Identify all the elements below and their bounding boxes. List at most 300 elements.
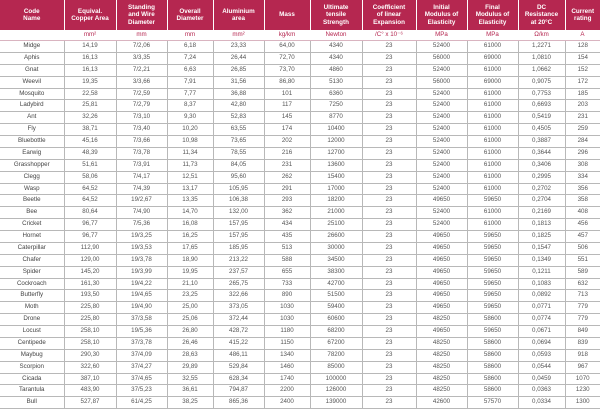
table-cell: 52400 [416,112,467,124]
table-cell: 28,63 [167,349,213,361]
table-cell: 61000 [467,64,518,76]
table-cell: 23 [362,195,416,207]
table-cell: 58600 [467,314,518,326]
table-cell: 7/3,78 [116,147,167,159]
table-row [0,147,600,159]
table-cell: 259 [565,124,600,136]
table-cell: 23 [362,290,416,302]
table-cell: 7/4,17 [116,171,167,183]
table-cell: 63,55 [213,124,264,136]
table-cell: 26,85 [213,64,264,76]
table-cell: 67200 [310,337,362,349]
table-cell: 19/5,36 [116,326,167,338]
table-cell: 506 [565,242,600,254]
table-cell: 16,25 [167,231,213,243]
column-header: Overall Diameter [167,0,213,30]
table-cell: 23 [362,159,416,171]
unit-cell: A [565,30,600,41]
code-name-cell: Butterfly [0,290,64,302]
table-cell: 58600 [467,385,518,397]
table-cell: 334 [565,171,600,183]
table-row [0,231,600,243]
code-name-cell: Fly [0,124,64,136]
table-cell: 59650 [467,302,518,314]
column-header: Ultimate tensile Strength [310,0,362,30]
code-name-cell: Spider [0,266,64,278]
table-cell: 10400 [310,124,362,136]
table-cell: 0,7753 [518,88,565,100]
table-cell: 19,35 [64,76,116,88]
table-cell: 23 [362,100,416,112]
table-row [0,290,600,302]
table-cell: 56000 [416,76,467,88]
table-cell: 37/5,23 [116,385,167,397]
table-cell: 32,55 [167,373,213,385]
table-cell: 26,80 [167,326,213,338]
unit-cell: /C° x 10⁻⁶ [362,30,416,41]
table-cell: 0,1825 [518,231,565,243]
table-cell: 22,58 [64,88,116,100]
table-cell: 52400 [416,219,467,231]
table-cell: 84,05 [213,159,264,171]
table-cell: 36,61 [167,385,213,397]
table-cell: 37/3,58 [116,314,167,326]
table-row [0,397,600,409]
table-cell: 0,6693 [518,100,565,112]
table-cell: 4340 [310,52,362,64]
table-cell: 80,64 [64,207,116,219]
table-row [0,52,600,64]
table-cell: 23 [362,183,416,195]
table-cell: 58,06 [64,171,116,183]
table-cell: 7/2,21 [116,64,167,76]
table-cell: 25,06 [167,314,213,326]
table-cell: 193,50 [64,290,116,302]
table-cell: 49650 [416,326,467,338]
unit-cell: mm [116,30,167,41]
table-row [0,254,600,266]
table-cell: 434 [264,219,310,231]
table-cell: 7/2,79 [116,100,167,112]
table-cell: 628,34 [213,373,264,385]
table-cell: 64,52 [64,183,116,195]
table-cell: 0,0671 [518,326,565,338]
code-name-cell: Gnat [0,64,64,76]
table-cell: 0,4505 [518,124,565,136]
table-cell: 52400 [416,136,467,148]
table-cell: 0,0892 [518,290,565,302]
table-cell: 59400 [310,302,362,314]
table-cell: 73,70 [264,64,310,76]
table-cell: 415,22 [213,337,264,349]
table-cell: 655 [264,266,310,278]
table-cell: 23 [362,112,416,124]
table-cell: 68200 [310,326,362,338]
table-cell: 308 [565,159,600,171]
table-row [0,183,600,195]
table-cell: 373,05 [213,302,264,314]
table-cell: 38,71 [64,124,116,136]
code-name-cell: Cricket [0,219,64,231]
table-cell: 23 [362,231,416,243]
table-cell: 52400 [416,207,467,219]
code-name-cell: Bluebottle [0,136,64,148]
column-header: DC Resistance at 20°C [518,0,565,30]
table-cell: 23 [362,302,416,314]
table-cell: 58600 [467,373,518,385]
unit-cell: mm² [213,30,264,41]
table-cell: 128 [565,41,600,53]
column-header: Aluminium area [213,0,264,30]
table-cell: 49650 [416,278,467,290]
table-cell: 48,39 [64,147,116,159]
code-name-cell: Grasshopper [0,159,64,171]
table-cell: 185 [565,88,600,100]
table-cell: 358 [565,195,600,207]
column-header: Coefficient of linear Expansion [362,0,416,30]
table-cell: 19/3,53 [116,242,167,254]
table-cell: 794,87 [213,385,264,397]
table-cell: 779 [565,302,600,314]
table-row [0,349,600,361]
table-cell: 64,00 [264,41,310,53]
table-cell: 2200 [264,385,310,397]
table-cell: 202 [264,136,310,148]
table-cell: 1300 [565,397,600,409]
table-cell: 14,70 [167,207,213,219]
unit-cell: mm [167,30,213,41]
table-cell: 296 [565,147,600,159]
table-cell: 61/4,25 [116,397,167,409]
table-cell: 9,30 [167,112,213,124]
table-cell: 48250 [416,349,467,361]
table-cell: 7/3,10 [116,112,167,124]
table-cell: 231 [565,112,600,124]
table-cell: 51,61 [64,159,116,171]
table-cell: 23 [362,278,416,290]
table-cell: 25,81 [64,100,116,112]
table-header [0,0,600,30]
table-cell: 19,95 [167,266,213,278]
table-cell: 52400 [416,88,467,100]
table-row [0,314,600,326]
table-cell: 174 [264,124,310,136]
table-cell: 139000 [310,397,362,409]
table-cell: 106,38 [213,195,264,207]
code-name-cell: Ladybird [0,100,64,112]
table-cell: 37/3,78 [116,337,167,349]
table-row [0,242,600,254]
table-cell: 0,3887 [518,136,565,148]
table-cell: 408 [565,207,600,219]
table-cell: 96,77 [64,231,116,243]
table-cell: 132,00 [213,207,264,219]
table-cell: 225,80 [64,314,116,326]
table-cell: 59650 [467,326,518,338]
table-cell: 12,51 [167,171,213,183]
table-cell: 145 [264,112,310,124]
table-cell: 0,2169 [518,207,565,219]
table-row [0,385,600,397]
code-name-cell: Beetle [0,195,64,207]
table-cell: 59650 [467,231,518,243]
code-name-cell: Caterpillar [0,242,64,254]
table-cell: 21,10 [167,278,213,290]
table-cell: 3/3,66 [116,76,167,88]
table-cell: 1,2271 [518,41,565,53]
table-cell: 26600 [310,231,362,243]
table-cell: 42,80 [213,100,264,112]
table-cell: 23 [362,337,416,349]
table-cell: 58600 [467,349,518,361]
table-cell: 61000 [467,88,518,100]
table-cell: 172 [565,76,600,88]
table-cell: 57570 [467,397,518,409]
column-header: Standing and Wire Diameter [116,0,167,30]
table-cell: 32,26 [64,112,116,124]
table-cell: 19/2,67 [116,195,167,207]
table-cell: 58600 [467,361,518,373]
table-cell: 258,10 [64,337,116,349]
table-cell: 61000 [467,207,518,219]
table-cell: 23 [362,136,416,148]
table-cell: 21000 [310,207,362,219]
table-cell: 8770 [310,112,362,124]
table-cell: 18,90 [167,254,213,266]
table-cell: 0,1083 [518,278,565,290]
table-cell: 23 [362,52,416,64]
table-cell: 49650 [416,290,467,302]
table-cell: 56000 [416,52,467,64]
table-row [0,41,600,53]
unit-cell: MPa [416,30,467,41]
table-cell: 23 [362,266,416,278]
table-cell: 362 [264,207,310,219]
table-cell: 52400 [416,124,467,136]
table-cell: 10,98 [167,136,213,148]
table-cell: 19/3,99 [116,266,167,278]
table-cell: 322,66 [213,290,264,302]
table-cell: 117 [264,100,310,112]
table-cell: 231 [264,159,310,171]
table-cell: 58600 [467,337,518,349]
table-cell: 23 [362,361,416,373]
table-cell: 72,70 [264,52,310,64]
table-cell: 64,52 [64,195,116,207]
code-name-cell: Moth [0,302,64,314]
table-row [0,159,600,171]
table-cell: 435 [264,231,310,243]
table-cell: 428,72 [213,326,264,338]
table-cell: 61000 [467,219,518,231]
unit-cell: mm² [64,30,116,41]
table-cell: 1740 [264,373,310,385]
table-cell: 216 [264,147,310,159]
table-cell: 2400 [264,397,310,409]
table-cell: 157,95 [213,231,264,243]
table-row [0,195,600,207]
table-cell: 49650 [416,195,467,207]
units-row [0,30,600,41]
code-name-cell: Midge [0,41,64,53]
table-cell: 59650 [467,278,518,290]
table-cell: 161,30 [64,278,116,290]
table-cell: 61000 [467,100,518,112]
code-name-cell: Maybug [0,349,64,361]
table-cell: 23,33 [213,41,264,53]
table-cell: 23 [362,373,416,385]
column-header: Mass [264,0,310,30]
table-cell: 293 [264,195,310,207]
table-cell: 0,3644 [518,147,565,159]
table-cell: 356 [565,183,600,195]
table-cell: 19/3,78 [116,254,167,266]
table-cell: 18200 [310,195,362,207]
unit-cell: MPa [467,30,518,41]
table-cell: 14,19 [64,41,116,53]
table-cell: 157,95 [213,219,264,231]
table-cell: 154 [565,52,600,64]
table-cell: 7/3,91 [116,159,167,171]
table-cell: 36,88 [213,88,264,100]
table-cell: 37/4,27 [116,361,167,373]
unit-cell: Ω/km [518,30,565,41]
table-cell: 513 [264,242,310,254]
table-cell: 15400 [310,171,362,183]
code-name-cell: Mosquito [0,88,64,100]
table-cell: 152 [565,64,600,76]
table-cell: 8,37 [167,100,213,112]
table-cell: 26,46 [167,337,213,349]
table-cell: 713 [565,290,600,302]
table-cell: 7/3,66 [116,136,167,148]
table-cell: 61000 [467,124,518,136]
table-cell: 10,20 [167,124,213,136]
table-cell: 37/4,65 [116,373,167,385]
table-cell: 203 [565,100,600,112]
code-name-cell: Weevil [0,76,64,88]
table-cell: 23 [362,397,416,409]
column-header: Code Name [0,0,64,30]
table-cell: 237,57 [213,266,264,278]
table-cell: 6,63 [167,64,213,76]
table-cell: 13,35 [167,195,213,207]
table-cell: 23,25 [167,290,213,302]
table-cell: 48250 [416,337,467,349]
table-cell: 7,91 [167,76,213,88]
code-name-cell: Scorpion [0,361,64,373]
table-cell: 0,5419 [518,112,565,124]
table-cell: 5130 [310,76,362,88]
table-cell: 11,73 [167,159,213,171]
table-cell: 112,90 [64,242,116,254]
table-cell: 291 [264,183,310,195]
table-cell: 52,83 [213,112,264,124]
table-cell: 1,0810 [518,52,565,64]
table-cell: 529,84 [213,361,264,373]
table-cell: 38,25 [167,397,213,409]
table-cell: 48250 [416,361,467,373]
table-cell: 26,44 [213,52,264,64]
table-cell: 16,13 [64,64,116,76]
table-row [0,112,600,124]
table-cell: 17000 [310,183,362,195]
table-row [0,337,600,349]
code-name-cell: Hornet [0,231,64,243]
table-cell: 23 [362,41,416,53]
code-name-cell: Centipede [0,337,64,349]
table-cell: 23 [362,76,416,88]
table-cell: 284 [565,136,600,148]
table-cell: 52400 [416,100,467,112]
code-name-cell: Tarantula [0,385,64,397]
table-cell: 0,1349 [518,254,565,266]
table-cell: 23 [362,171,416,183]
table-cell: 48250 [416,385,467,397]
table-row [0,278,600,290]
table-cell: 49650 [416,231,467,243]
table-cell: 16,08 [167,219,213,231]
table-cell: 11,34 [167,147,213,159]
table-cell: 34500 [310,254,362,266]
table-cell: 290,30 [64,349,116,361]
table-cell: 0,0459 [518,373,565,385]
table-cell: 49650 [416,302,467,314]
table-row [0,64,600,76]
table-cell: 7/2,59 [116,88,167,100]
table-cell: 38300 [310,266,362,278]
table-cell: 23 [362,124,416,136]
table-row [0,171,600,183]
table-cell: 59650 [467,242,518,254]
table-row [0,88,600,100]
table-cell: 225,80 [64,302,116,314]
table-cell: 25100 [310,219,362,231]
code-name-cell: Wasp [0,183,64,195]
table-row [0,302,600,314]
table-cell: 30000 [310,242,362,254]
header-row [0,0,600,30]
unit-cell: Newton [310,30,362,41]
table-cell: 23 [362,254,416,266]
code-name-cell: Earwig [0,147,64,159]
table-row [0,76,600,88]
table-cell: 78200 [310,349,362,361]
table-cell: 1180 [264,326,310,338]
table-cell: 69000 [467,76,518,88]
table-cell: 23 [362,385,416,397]
table-cell: 52400 [416,159,467,171]
table-cell: 23 [362,349,416,361]
table-cell: 849 [565,326,600,338]
table-cell: 551 [565,254,600,266]
table-cell: 0,1547 [518,242,565,254]
code-name-cell: Bee [0,207,64,219]
table-cell: 322,60 [64,361,116,373]
table-cell: 6,18 [167,41,213,53]
table-cell: 3/3,35 [116,52,167,64]
table-cell: 23 [362,207,416,219]
column-header: Final Modulus of Elasticity [467,0,518,30]
table-cell: 95,60 [213,171,264,183]
table-cell: 73,65 [213,136,264,148]
table-cell: 69000 [467,52,518,64]
table-cell: 7/4,39 [116,183,167,195]
table-cell: 7,24 [167,52,213,64]
code-name-cell: Clegg [0,171,64,183]
table-cell: 213,22 [213,254,264,266]
table-cell: 52400 [416,183,467,195]
